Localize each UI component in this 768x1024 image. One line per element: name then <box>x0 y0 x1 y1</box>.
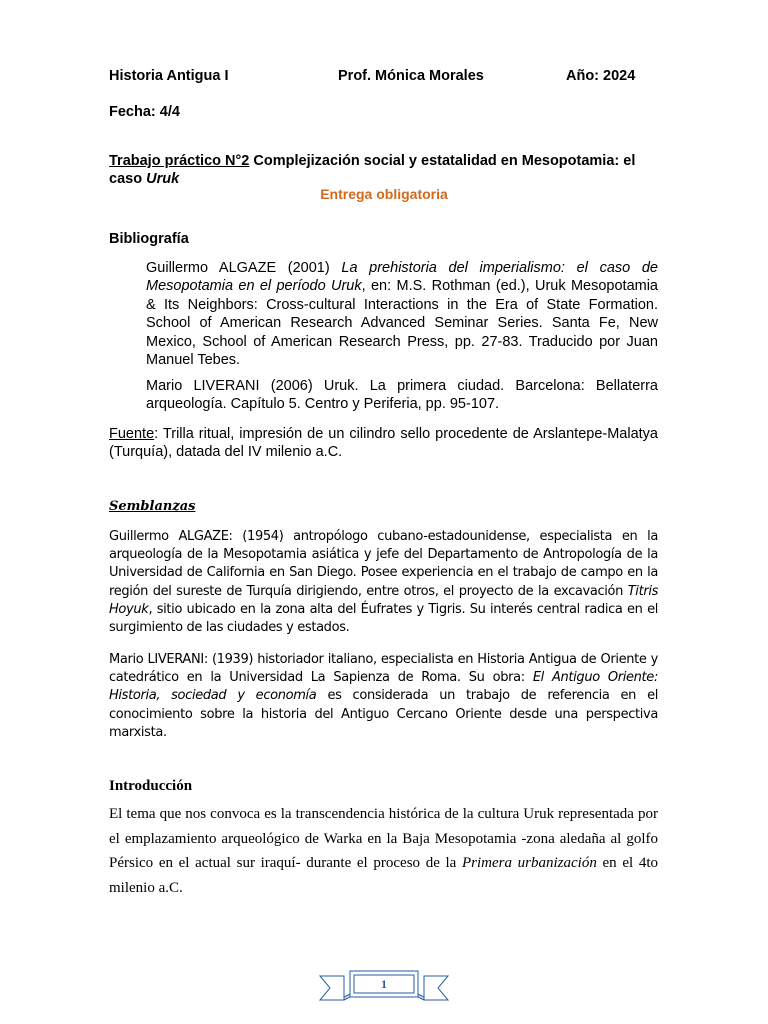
bio-text: es considerada un trabajo de referencia en el conocimiento sobre la historia del Antiguo Cercano Oriente desde una perspectiva marxista. <box>109 688 658 740</box>
ref-title: La prehistoria del imperialismo: el caso de Mesopotamia en el período Uruk <box>146 260 658 295</box>
source-note <box>109 425 658 462</box>
assignment-title-main: Complejización social y estatalidad en Mesopotamia: el caso <box>109 153 636 187</box>
bio-italic: El Antiguo Oriente: Historia, sociedad y economía <box>109 670 658 704</box>
delivery-status: Entrega obligatoria <box>320 186 448 202</box>
bio-text: Mario LIVERANI: (1939) historiador italiano, especialista en Historia Antigua de Oriente y catedrático en la Universidad La Sapienza de Roma. Su obra: <box>109 652 658 686</box>
assignment-title-italic: Uruk <box>146 171 180 187</box>
intro-italic: Primera urbanización <box>462 855 597 871</box>
bio-text: , sitio ubicado en la zona alta del Éufrates y Tigris. Su interés central radica en el surgimiento de las ciudades y estados. <box>109 601 658 636</box>
bio-algaze <box>109 528 658 637</box>
bio-text: Guillermo ALGAZE: (1954) antropólogo cubano-estadounidense, especialista en la arqueología de la Mesopotamia asiática y jefe del Departamento de Antropología de la Universidad de California en San Diego. Posee experiencia en el trabajo de campo en la región del sureste de Turquía dirigiendo, entre otros, el proyecto de la excavación <box>109 529 658 599</box>
page-number: 1 <box>381 977 387 991</box>
semblanzas-heading: Semblanzas <box>109 499 196 514</box>
course-name: Historia Antigua I <box>109 68 229 84</box>
assignment-title <box>109 152 661 188</box>
source-label: Fuente <box>109 426 155 442</box>
introduction-heading: Introducción <box>109 778 193 794</box>
assignment-number: Trabajo práctico N°2 <box>109 153 250 169</box>
source-text: : Trilla ritual, impresión de un cilindro sello procedente de Arslantepe-Malatya (Turquía), datada del IV milenio a.C. <box>109 426 658 461</box>
introduction-paragraph <box>109 802 658 900</box>
bibliography-entry: Mario LIVERANI (2006) Uruk. La primera ciudad. Barcelona: Bellaterra arqueología. Capítulo 5. Centro y Periferia, pp. 95-107. <box>146 378 658 413</box>
date-label: Fecha: 4/4 <box>109 104 180 120</box>
intro-text: en el 4to milenio a.C. <box>109 855 658 896</box>
bibliography-entry <box>146 259 658 369</box>
page-number-badge <box>314 966 454 1006</box>
ref-details: , en: M.S. Rothman (ed.), Uruk Mesopotamia & Its Neighbors: Cross-cultural Interactions in the Era of State Formation. School of American Research Advanced Seminar Series. Santa Fe, New Mexico, School of American Research Press, pp. 27-83. Traducido por Juan Manuel Tebes. <box>146 278 658 369</box>
intro-text: El tema que nos convoca es la transcendencia histórica de la cultura Uruk representada por el emplazamiento arqueológico de Warka en la Baja Mesopotamia -zona aledaña al golfo Pérsico en el actual sur iraquí- durante el proceso de la <box>109 806 658 871</box>
ref-author: Guillermo ALGAZE (2001) <box>146 260 342 276</box>
bio-liverani <box>109 651 658 742</box>
professor-name: Prof. Mónica Morales <box>338 68 484 84</box>
year-label: Año: 2024 <box>566 68 636 84</box>
bio-italic: Titris Hoyuk <box>109 583 658 617</box>
bibliography-heading: Bibliografía <box>109 231 189 247</box>
